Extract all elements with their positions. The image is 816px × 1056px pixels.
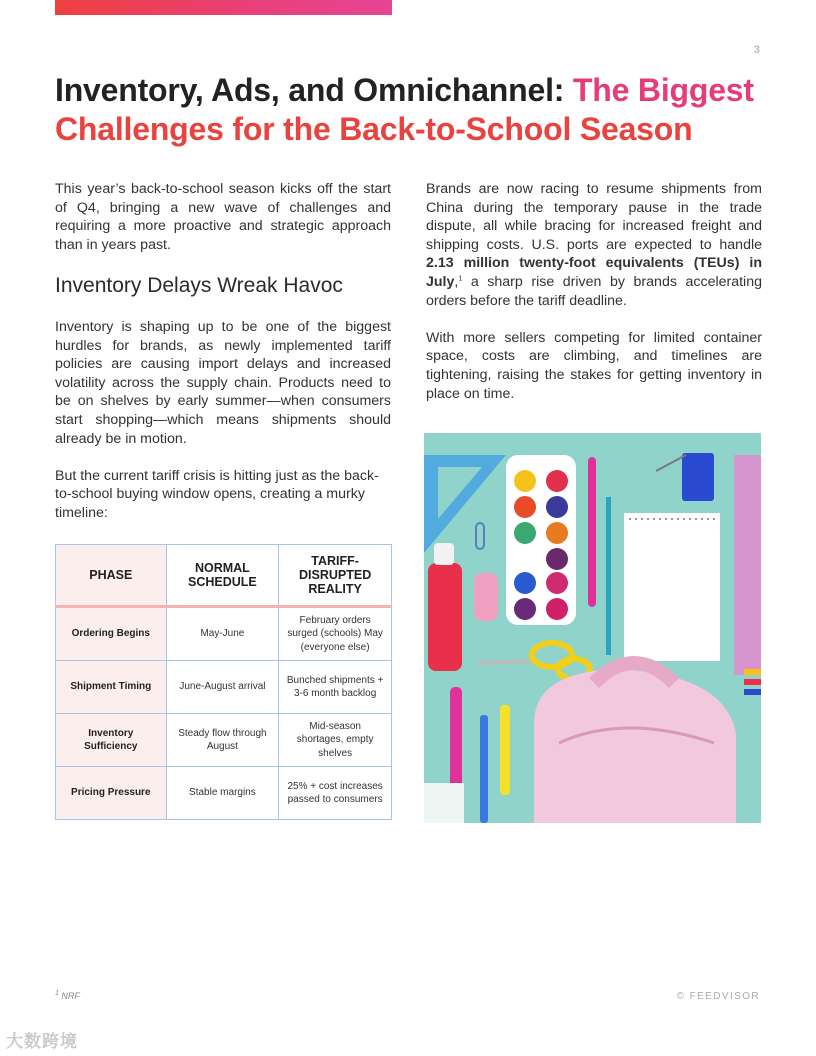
school-supplies-photo [424,433,761,823]
table-row [56,607,392,661]
pink-marker-icon [588,457,596,607]
row-disrupted-value: Bunched shipments + 3-6 month backlog [279,661,392,714]
table-row [56,661,392,714]
footnote-source: NRF [61,991,80,1001]
header-disrupted-reality: TARIFF-DISRUPTED REALITY [279,545,392,607]
shipments-text-start: Brands are now racing to resume shipments from China during the temporary pause in the trade dispute, all while bracing for increased freight and shipping costs. U.S. ports are expected to handle [426,181,762,253]
watercolor-palette-icon [506,455,576,625]
inventory-paragraph: Inventory is shaping up to be one of the biggest hurdles for brands, as newly implemented tariff policies are causing import delays and increased volatility across the supply chain. Products need to be on shelves by early summer—when consumers start shopping—which means shipments should already be in motion. [55,318,391,447]
footer-brand: © FEEDVISOR [676,991,760,1002]
crayons-icon [744,669,761,695]
title-part-3: Challenges for the Back-to-School Season [55,111,693,147]
intro-paragraph: This year’s back-to-school season kicks off the start of Q4, bringing a new wave of challenges and requiring a more proactive and strategic approach than in years past. [55,181,391,253]
page-number: 3 [753,44,760,56]
footnote [55,991,80,1001]
title-part-1: Inventory, Ads, and Omnichannel: [55,72,573,108]
footnote-ref[interactable]: 1 [458,275,463,283]
table-header-row [56,545,392,607]
row-phase-label: Inventory Sufficiency [56,714,167,767]
eraser-icon [474,573,498,621]
section-heading: Inventory Delays Wreak Havoc [55,273,343,297]
header-phase: PHASE [56,545,167,607]
page-title [55,71,765,149]
table-row [56,767,392,820]
shipments-text-end: a sharp rise driven by brands accelerating orders before the tariff deadline. [426,273,762,309]
row-disrupted-value: Mid-season shortages, empty shelves [279,714,392,767]
row-disrupted-value: 25% + cost increases passed to consumers [279,767,392,820]
phase-comparison-table [55,544,392,820]
tariff-paragraph: But the current tariff crisis is hitting just as the back-to-school buying window opens, creating a murky timeline: [55,467,379,521]
footnote-number: 1 [55,990,59,997]
title-part-2: The Biggest [572,72,754,108]
row-normal-value: Stable margins [166,767,279,820]
left-column [55,180,391,541]
teu-highlight: 2.13 million twenty-foot equivalents (TEUs) in July [426,255,762,290]
row-disrupted-value: February orders surged (schools) May (everyone else) [279,607,392,661]
yellow-highlighter-icon [500,705,510,795]
sticky-notes-icon [424,783,464,823]
watermark: 大数跨境 [6,1032,78,1051]
top-accent-bar [55,0,392,15]
teal-pencil-icon [606,497,611,655]
row-normal-value: June-August arrival [166,661,279,714]
row-phase-label: Pricing Pressure [56,767,167,820]
header-normal-schedule: NORMAL SCHEDULE [166,545,279,607]
row-phase-label: Ordering Begins [56,607,167,661]
shipments-paragraph: Brands are now racing to resume shipments from China during the temporary pause in the trade dispute, all while bracing for increased freight and shipping costs. U.S. ports are expected to handle 2.13 million twenty-foot equivalents (TEUs) in July,$^1$ a sharp rise driven by brands accelerating orders before the tariff deadline. [426,181,762,309]
pink-ruler-icon [734,455,761,675]
row-phase-label: Shipment Timing [56,661,167,714]
blue-pen-icon [480,715,488,823]
table-row [56,714,392,767]
right-column [426,180,762,422]
competition-paragraph: With more sellers competing for limited container space, costs are climbing, and timelines are tightening, raising the stakes for getting inventory in place on time. [426,329,762,402]
row-normal-value: Steady flow through August [166,714,279,767]
notepad-icon [624,513,720,661]
row-normal-value: May-June [166,607,279,661]
